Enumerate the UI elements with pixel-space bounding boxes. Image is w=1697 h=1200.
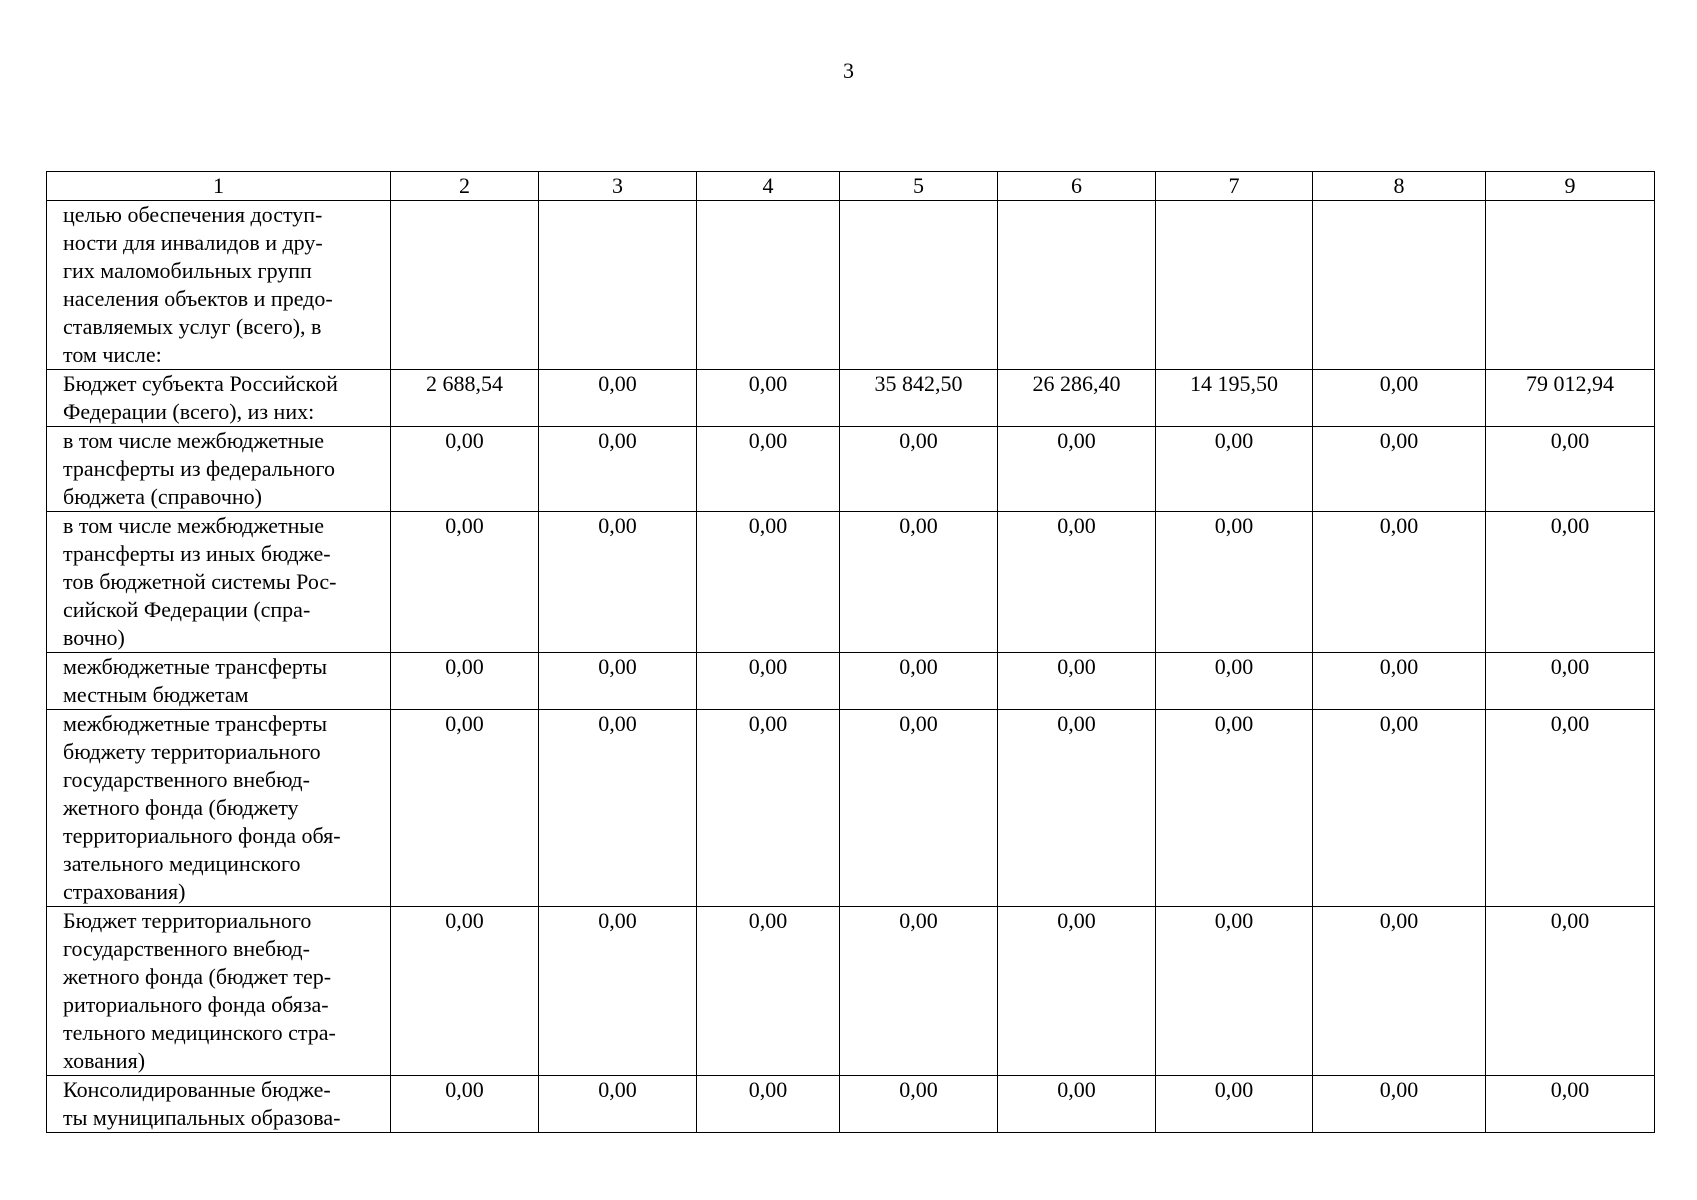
value-cell: 0,00 xyxy=(697,653,840,710)
value-cell: 0,00 xyxy=(539,370,697,427)
value-cell xyxy=(1156,201,1313,370)
value-cell: 0,00 xyxy=(1313,512,1486,653)
value-cell: 0,00 xyxy=(697,907,840,1076)
value-cell: 79 012,94 xyxy=(1486,370,1655,427)
table-body xyxy=(47,201,1655,1133)
row-label: в том числе межбюджетные трансферты из федерального бюджета (справочно) xyxy=(47,427,391,512)
column-header: 9 xyxy=(1486,172,1655,201)
value-cell: 0,00 xyxy=(1486,427,1655,512)
value-cell: 0,00 xyxy=(697,1076,840,1133)
value-cell: 0,00 xyxy=(539,427,697,512)
value-cell xyxy=(1313,201,1486,370)
value-cell xyxy=(539,201,697,370)
value-cell: 0,00 xyxy=(1156,653,1313,710)
value-cell: 0,00 xyxy=(998,512,1156,653)
column-header: 3 xyxy=(539,172,697,201)
column-header: 6 xyxy=(998,172,1156,201)
value-cell: 0,00 xyxy=(1486,512,1655,653)
value-cell: 0,00 xyxy=(840,512,998,653)
value-cell: 0,00 xyxy=(1156,1076,1313,1133)
value-cell: 0,00 xyxy=(1486,653,1655,710)
value-cell: 0,00 xyxy=(840,427,998,512)
value-cell: 0,00 xyxy=(998,1076,1156,1133)
table-row xyxy=(47,427,1655,512)
row-label: межбюджетные трансферты местным бюджетам xyxy=(47,653,391,710)
table-row xyxy=(47,1076,1655,1133)
value-cell: 0,00 xyxy=(391,512,539,653)
table-row xyxy=(47,710,1655,907)
value-cell: 0,00 xyxy=(539,512,697,653)
value-cell: 0,00 xyxy=(1313,710,1486,907)
value-cell: 0,00 xyxy=(1156,512,1313,653)
value-cell: 0,00 xyxy=(998,427,1156,512)
value-cell: 0,00 xyxy=(1156,907,1313,1076)
value-cell: 0,00 xyxy=(840,653,998,710)
value-cell: 0,00 xyxy=(539,710,697,907)
value-cell: 0,00 xyxy=(391,907,539,1076)
column-header: 1 xyxy=(47,172,391,201)
table-row xyxy=(47,512,1655,653)
value-cell: 0,00 xyxy=(697,512,840,653)
value-cell: 0,00 xyxy=(1486,710,1655,907)
table-row xyxy=(47,653,1655,710)
value-cell: 0,00 xyxy=(539,653,697,710)
value-cell: 0,00 xyxy=(391,653,539,710)
row-label: Бюджет территориального государственного внебюд- жетного фонда (бюджет тер- риториального фонда обяза- тельного медицинского стра- хования) xyxy=(47,907,391,1076)
value-cell xyxy=(1486,201,1655,370)
value-cell: 0,00 xyxy=(998,710,1156,907)
column-number-row xyxy=(47,172,1655,201)
row-label: в том числе межбюджетные трансферты из иных бюдже- тов бюджетной системы Рос- сийской Федерации (спра- вочно) xyxy=(47,512,391,653)
value-cell: 0,00 xyxy=(539,1076,697,1133)
table-row xyxy=(47,907,1655,1076)
value-cell xyxy=(998,201,1156,370)
value-cell: 0,00 xyxy=(391,427,539,512)
value-cell: 0,00 xyxy=(391,1076,539,1133)
value-cell: 0,00 xyxy=(840,710,998,907)
column-header: 4 xyxy=(697,172,840,201)
value-cell xyxy=(391,201,539,370)
budget-table xyxy=(46,171,1655,1133)
column-header: 7 xyxy=(1156,172,1313,201)
row-label: Консолидированные бюдже- ты муниципальных образова- xyxy=(47,1076,391,1133)
value-cell: 0,00 xyxy=(1486,1076,1655,1133)
row-label: Бюджет субъекта Российской Федерации (всего), из них: xyxy=(47,370,391,427)
value-cell: 0,00 xyxy=(391,710,539,907)
value-cell: 0,00 xyxy=(1313,427,1486,512)
value-cell xyxy=(697,201,840,370)
value-cell: 0,00 xyxy=(1313,1076,1486,1133)
column-header: 5 xyxy=(840,172,998,201)
row-label: межбюджетные трансферты бюджету территориального государственного внебюд- жетного фонда (бюджету территориального фонда обя- зательного медицинского страхования) xyxy=(47,710,391,907)
value-cell: 0,00 xyxy=(998,653,1156,710)
column-header: 8 xyxy=(1313,172,1486,201)
value-cell: 0,00 xyxy=(697,370,840,427)
value-cell: 2 688,54 xyxy=(391,370,539,427)
value-cell: 0,00 xyxy=(697,427,840,512)
value-cell: 0,00 xyxy=(539,907,697,1076)
value-cell: 0,00 xyxy=(1313,370,1486,427)
value-cell: 0,00 xyxy=(1313,907,1486,1076)
value-cell: 14 195,50 xyxy=(1156,370,1313,427)
value-cell: 0,00 xyxy=(840,907,998,1076)
value-cell: 0,00 xyxy=(1486,907,1655,1076)
table-row xyxy=(47,201,1655,370)
page-number: 3 xyxy=(843,58,854,83)
value-cell: 0,00 xyxy=(998,907,1156,1076)
value-cell: 0,00 xyxy=(840,1076,998,1133)
table-row xyxy=(47,370,1655,427)
value-cell: 26 286,40 xyxy=(998,370,1156,427)
value-cell: 0,00 xyxy=(1156,710,1313,907)
value-cell: 0,00 xyxy=(697,710,840,907)
value-cell: 35 842,50 xyxy=(840,370,998,427)
value-cell xyxy=(840,201,998,370)
value-cell: 0,00 xyxy=(1313,653,1486,710)
column-header: 2 xyxy=(391,172,539,201)
row-label: целью обеспечения доступ- ности для инвалидов и дру- гих маломобильных групп населения объектов и предо- ставляемых услуг (всего), в том числе: xyxy=(47,201,391,370)
value-cell: 0,00 xyxy=(1156,427,1313,512)
